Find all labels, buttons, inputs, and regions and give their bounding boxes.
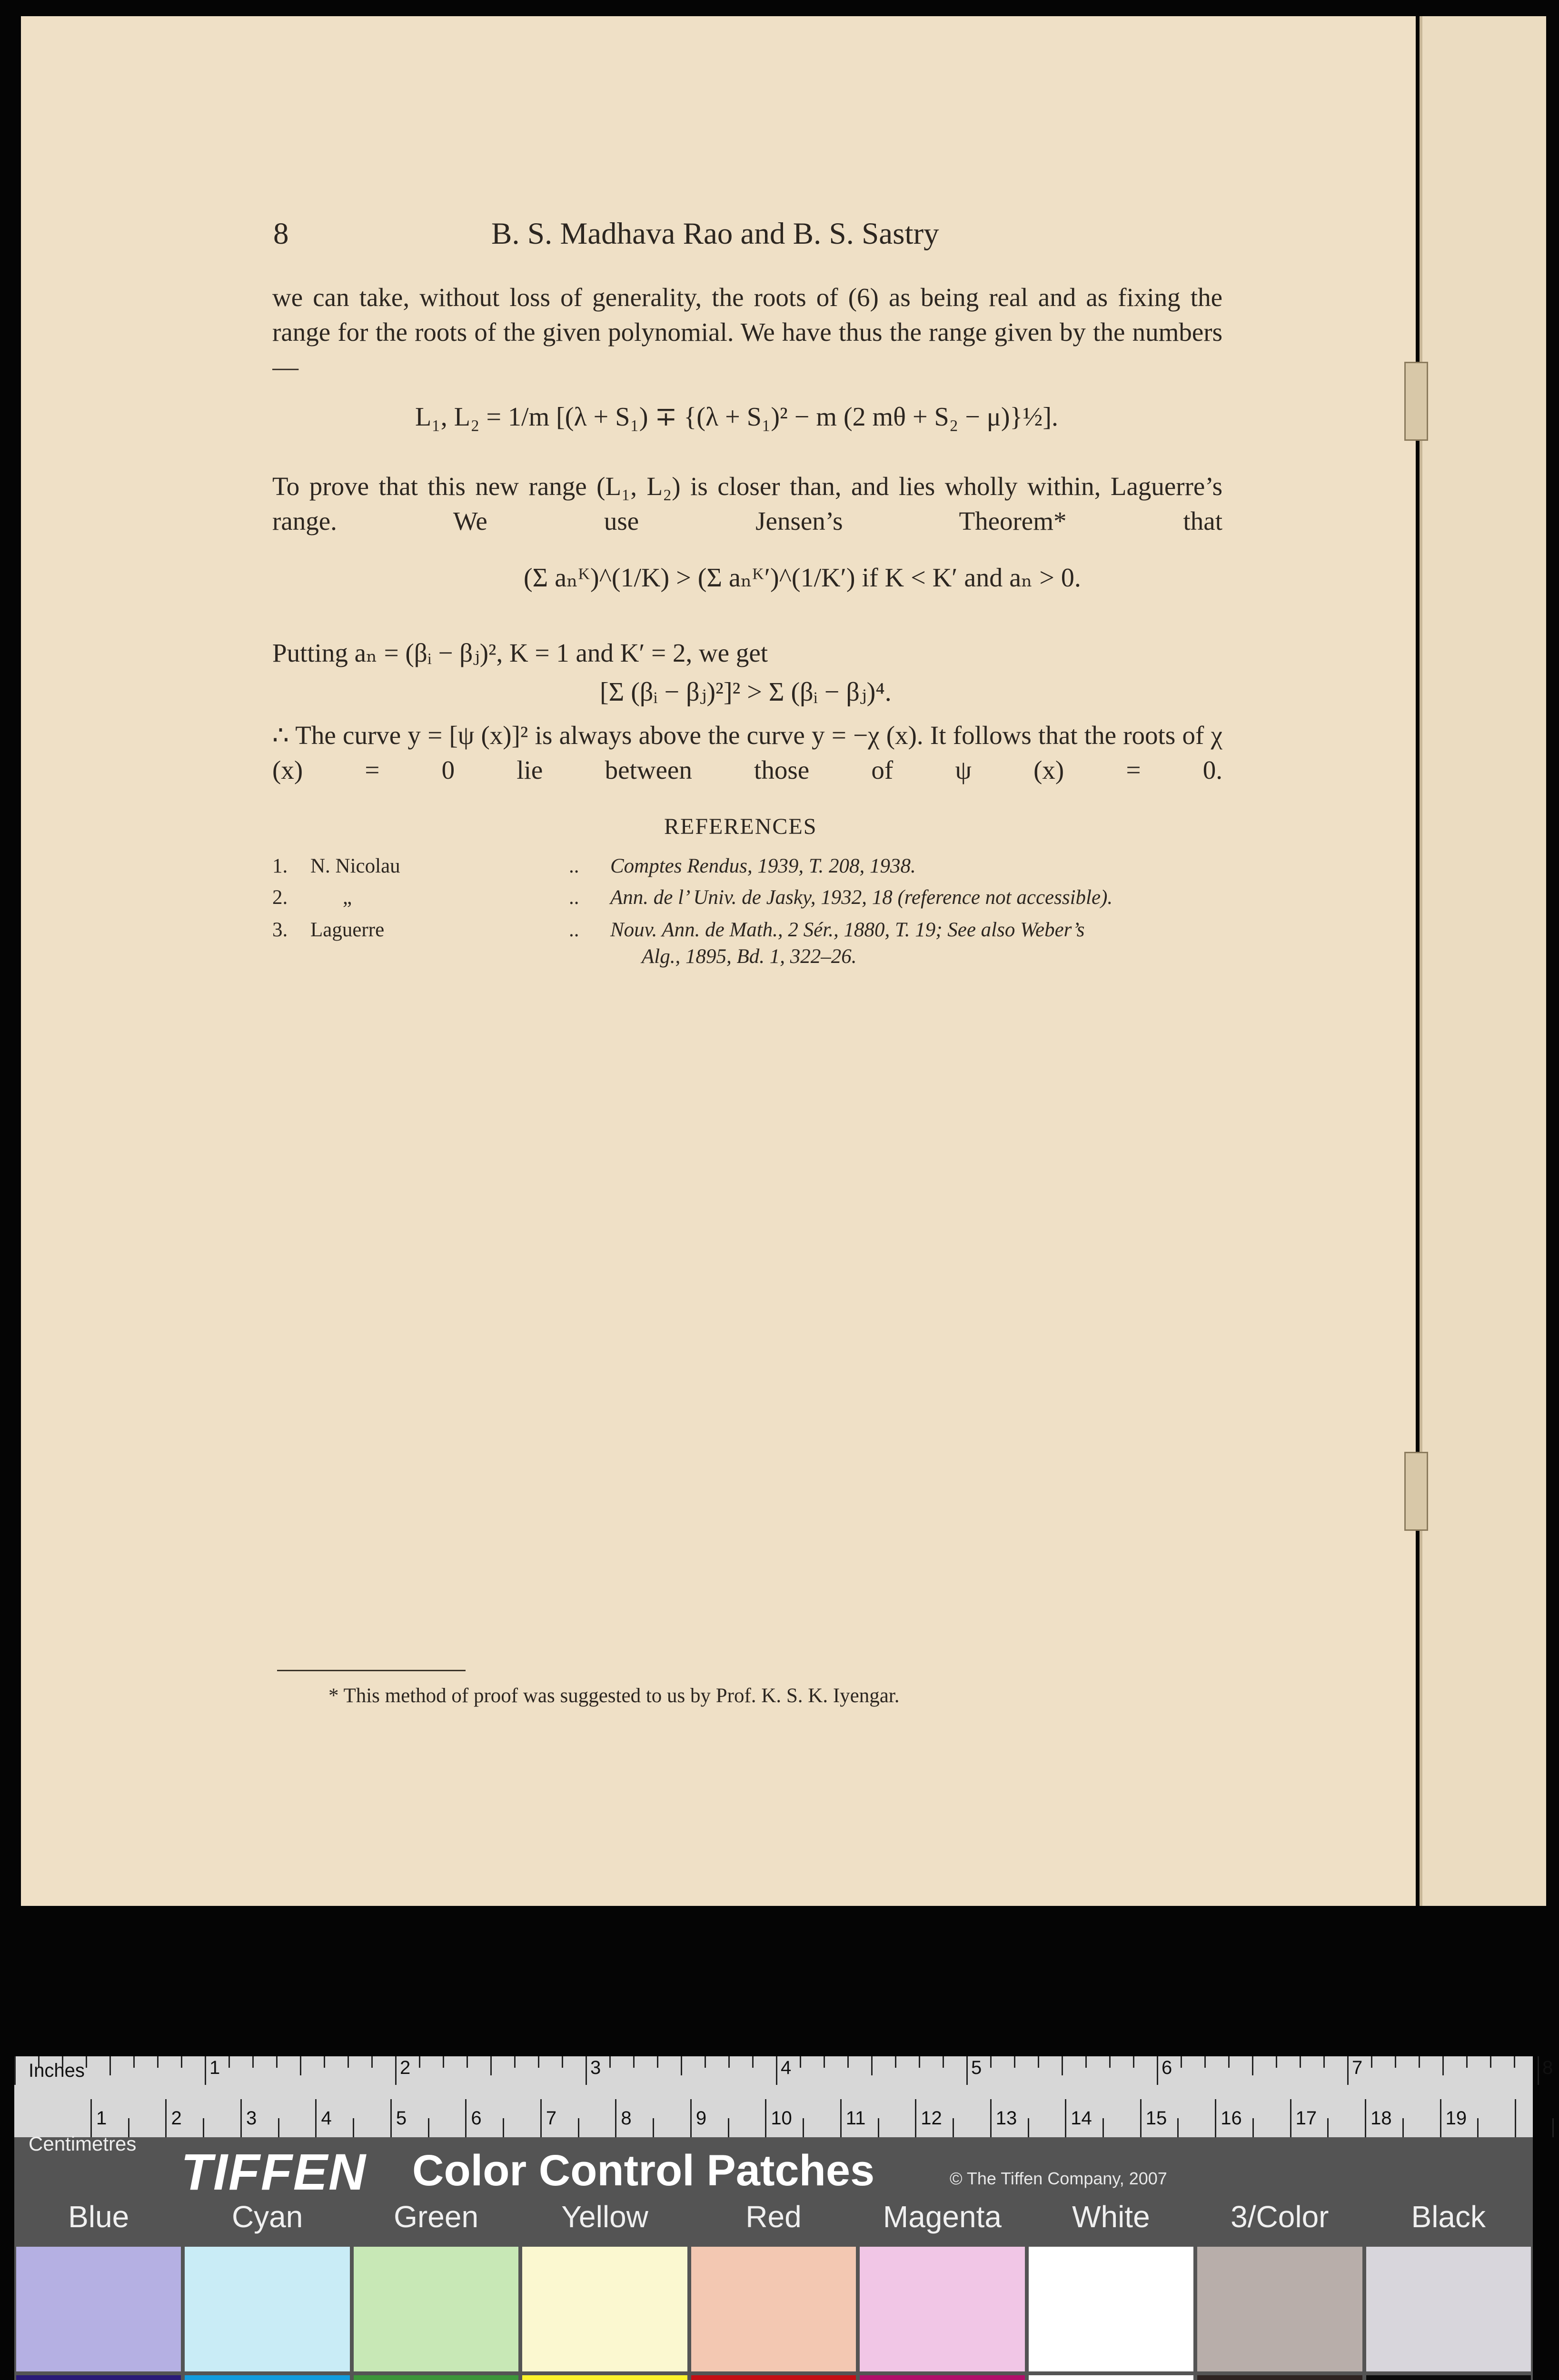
inch-number: 8 [1542,2057,1553,2078]
inches-label: Inches [29,2060,85,2081]
inch-tick [443,2056,444,2068]
footnote: * This method of proof was suggested to us by Prof. K. S. K. Iyengar. [328,1685,900,1707]
cm-number: 2 [171,2108,182,2129]
color-patch [1366,2247,1531,2371]
inch-tick [1419,2056,1420,2068]
inch-tick [181,2056,182,2068]
inch-tick [109,2056,111,2075]
centimetres-label: Centimetres [29,2132,137,2155]
copyright-notice: © The Tiffen Company, 2007 [950,2169,1167,2188]
inch-tick [633,2056,635,2068]
inch-tick [1204,2056,1206,2068]
inch-tick [1466,2056,1468,2068]
color-patch [691,2375,856,2380]
reference-number: 1. [272,855,288,877]
cm-number: 8 [621,2108,632,2129]
inch-number: 2 [400,2057,411,2078]
staple-mark-top [1404,362,1428,441]
tiffen-logo: TIFFEN [181,2143,367,2201]
cm-number: 5 [396,2108,407,2129]
equation-jensen: (Σ aₙᴷ)^(1/K) > (Σ aₙᴷ′)^(1/K′) if K < K′ and aₙ > 0. [524,563,1081,593]
cm-tick [578,2118,579,2137]
inch-tick [1062,2056,1063,2075]
color-patch [522,2375,687,2380]
cm-number: 12 [921,2108,942,2129]
inch-number: 7 [1352,2057,1363,2078]
inch-tick [824,2056,825,2068]
cm-tick [728,2118,729,2137]
color-patch [1366,2375,1531,2380]
reference-author: Laguerre [310,919,385,941]
reference-source: Ann. de l’ Univ. de Jasky, 1932, 18 (reference not accessible). [610,886,1113,909]
cm-number: 19 [1445,2108,1467,2129]
inch-tick [157,2056,159,2068]
cm-tick [615,2099,616,2137]
patch-row-light [14,2247,1533,2371]
inch-tick [586,2056,587,2085]
inch-tick [776,2056,777,2085]
cm-number: 17 [1295,2108,1317,2129]
cm-tick [878,2118,879,2137]
cm-tick [1140,2099,1142,2137]
cm-tick [1515,2099,1516,2137]
inch-tick [1252,2056,1253,2075]
cm-tick [690,2099,692,2137]
inch-tick [467,2056,468,2068]
inch-tick [681,2056,682,2075]
cm-tick [465,2099,467,2137]
inch-tick [538,2056,539,2068]
patch-label-yellow: Yellow [561,2200,648,2234]
inch-tick [86,2056,87,2068]
cm-number: 13 [995,2108,1017,2129]
patch-label-white: White [1072,2200,1150,2234]
inch-tick [800,2056,801,2068]
equation-inequality: [Σ (βᵢ − βⱼ)²]² > Σ (βᵢ − βⱼ)⁴. [600,677,892,707]
inch-number: 3 [590,2057,601,2078]
cm-tick [390,2099,392,2137]
inch-tick [895,2056,896,2068]
inch-tick [252,2056,254,2068]
reference-leader: .. [569,886,579,909]
cm-number: 11 [845,2108,866,2129]
inch-number: 5 [971,2057,982,2078]
paragraph-2: To prove that this new range (L₁, L₂) is closer than, and lies wholly within, Laguerre’s range. We use Jensen’s Theorem* that [272,472,1222,536]
inch-tick [728,2056,730,2068]
inch-tick [228,2056,230,2068]
putting-line: Putting aₙ = (βᵢ − βⱼ)², K = 1 and K′ = 2, we get [272,638,768,667]
cm-number: 3 [246,2108,257,2129]
cm-tick [840,2099,842,2137]
inch-tick [705,2056,706,2068]
reference-author: N. Nicolau [310,855,400,877]
cm-tick [315,2099,317,2137]
inch-tick [371,2056,373,2068]
patch-label-cyan: Cyan [231,2200,303,2234]
cm-tick [653,2118,654,2137]
inch-tick [205,2056,206,2085]
patch-row-dark [14,2375,1533,2380]
inch-tick [490,2056,492,2075]
inch-tick [395,2056,397,2085]
reference-source-continued: Alg., 1895, Bd. 1, 322–26. [642,945,857,968]
inch-number: 1 [209,2057,220,2078]
cm-tick [1215,2099,1216,2137]
cm-tick [990,2099,992,2137]
color-patch [1197,2375,1362,2380]
color-patch [1197,2247,1362,2371]
paragraph-3: ∴ The curve y = [ψ (x)]² is always above the curve y = −χ (x). It follows that the roots of χ (x) = 0 lie between those of ψ (x) = 0. [272,721,1222,784]
inch-tick [1347,2056,1349,2085]
color-patch [860,2247,1024,2371]
patch-label-3-color: 3/Color [1231,2200,1329,2234]
cm-number: 1 [96,2108,107,2129]
inch-tick [871,2056,873,2075]
inch-tick [657,2056,658,2068]
inch-tick [14,2056,16,2085]
cm-number: 7 [546,2108,557,2129]
inch-tick [300,2056,301,2075]
cm-tick [1402,2118,1404,2137]
cm-tick [1252,2118,1254,2137]
inch-tick [1514,2056,1515,2068]
color-patch [185,2247,349,2371]
patch-label-magenta: Magenta [883,2200,1002,2234]
inch-number: 4 [781,2057,792,2078]
inch-tick [1228,2056,1230,2068]
inch-tick [562,2056,563,2068]
inch-tick [943,2056,944,2068]
cm-number: 4 [321,2108,332,2129]
reference-number: 3. [272,919,288,941]
cm-number: 10 [771,2108,792,2129]
cm-number: 6 [471,2108,482,2129]
reference-source: Comptes Rendus, 1939, T. 208, 1938. [610,855,916,877]
staple-mark-bottom [1404,1452,1428,1531]
cm-tick [203,2118,204,2137]
inch-tick [1395,2056,1396,2068]
color-patch [691,2247,856,2371]
inch-tick [276,2056,278,2068]
inch-tick [1085,2056,1087,2068]
patch-label-blue: Blue [68,2200,129,2234]
cm-tick [953,2118,954,2137]
inch-tick [752,2056,754,2068]
inch-tick [1133,2056,1134,2068]
cm-tick [915,2099,916,2137]
cm-number: 9 [695,2108,707,2129]
inch-tick [133,2056,135,2068]
running-header: B. S. Madhava Rao and B. S. Sastry [491,217,939,251]
inch-tick [324,2056,325,2068]
cm-tick [1102,2118,1104,2137]
color-patch [185,2375,349,2380]
color-patch [1029,2375,1193,2380]
inch-tick [1109,2056,1111,2068]
inch-tick [1490,2056,1491,2068]
cm-number: 15 [1145,2108,1167,2129]
cm-tick [240,2099,242,2137]
ruler [14,2056,1553,2137]
page-number: 8 [273,217,289,251]
cm-tick [1290,2099,1291,2137]
patch-label-black: Black [1411,2200,1486,2234]
cm-tick [90,2099,92,2137]
inch-tick [1038,2056,1039,2068]
cm-tick [1065,2099,1066,2137]
inch-tick [1276,2056,1277,2068]
inch-tick [1442,2056,1444,2075]
chart-title: Color Control Patches [412,2146,875,2195]
inch-tick [514,2056,516,2068]
cm-tick [1477,2118,1479,2137]
cm-tick [353,2118,354,2137]
next-page-edge [1420,16,1546,1906]
patch-label-green: Green [394,2200,479,2234]
inch-tick [419,2056,420,2068]
color-patch [16,2247,181,2371]
color-patch [522,2247,687,2371]
inch-tick [966,2056,968,2085]
inch-number: 6 [1162,2057,1172,2078]
inch-tick [1014,2056,1015,2068]
cm-tick [1327,2118,1329,2137]
cm-tick [1440,2099,1441,2137]
inch-tick [1300,2056,1301,2068]
cm-tick [1028,2118,1029,2137]
reference-leader: .. [569,855,579,877]
paragraph-1: we can take, without loss of generality, the roots of (6) as being real and as fixing the range for the roots of the given polynomial. We have thus the range given by the numbers— [272,283,1222,381]
patch-label-red: Red [745,2200,802,2234]
cm-tick [278,2118,279,2137]
inch-tick [609,2056,611,2068]
inch-tick [1371,2056,1372,2068]
cm-tick [1365,2099,1366,2137]
color-patch [16,2375,181,2380]
reference-number: 2. [272,886,288,909]
footnote-rule [277,1670,466,1671]
color-patch [1029,2247,1193,2371]
reference-leader: .. [569,919,579,941]
cm-tick [428,2118,429,2137]
color-control-chart [14,2056,1553,2380]
inch-tick [1538,2056,1539,2085]
cm-number: 18 [1370,2108,1392,2129]
color-patch [354,2375,518,2380]
cm-tick [803,2118,804,2137]
references-heading: REFERENCES [664,814,817,839]
color-patch [860,2375,1024,2380]
cm-tick [765,2099,766,2137]
cm-tick [1177,2118,1179,2137]
cm-tick [503,2118,504,2137]
inch-tick [348,2056,349,2068]
inch-tick [1157,2056,1158,2085]
inch-tick [847,2056,849,2068]
cm-number: 16 [1221,2108,1242,2129]
cm-tick [540,2099,542,2137]
inch-tick [919,2056,920,2068]
cm-tick [165,2099,167,2137]
reference-author: „ [343,886,352,909]
inch-tick [1181,2056,1182,2068]
inch-tick [1323,2056,1325,2068]
inch-tick [990,2056,992,2068]
cm-number: 14 [1071,2108,1092,2129]
color-patch [354,2247,518,2371]
reference-source: Nouv. Ann. de Math., 2 Sér., 1880, T. 19; See also Weber’s [610,919,1085,941]
cm-tick [1552,2118,1554,2137]
equation-range: L₁, L₂ = 1/m [(λ + S₁) ∓ {(λ + S₁)² − m (2 mθ + S₂ − μ)}½]. [415,402,1058,432]
